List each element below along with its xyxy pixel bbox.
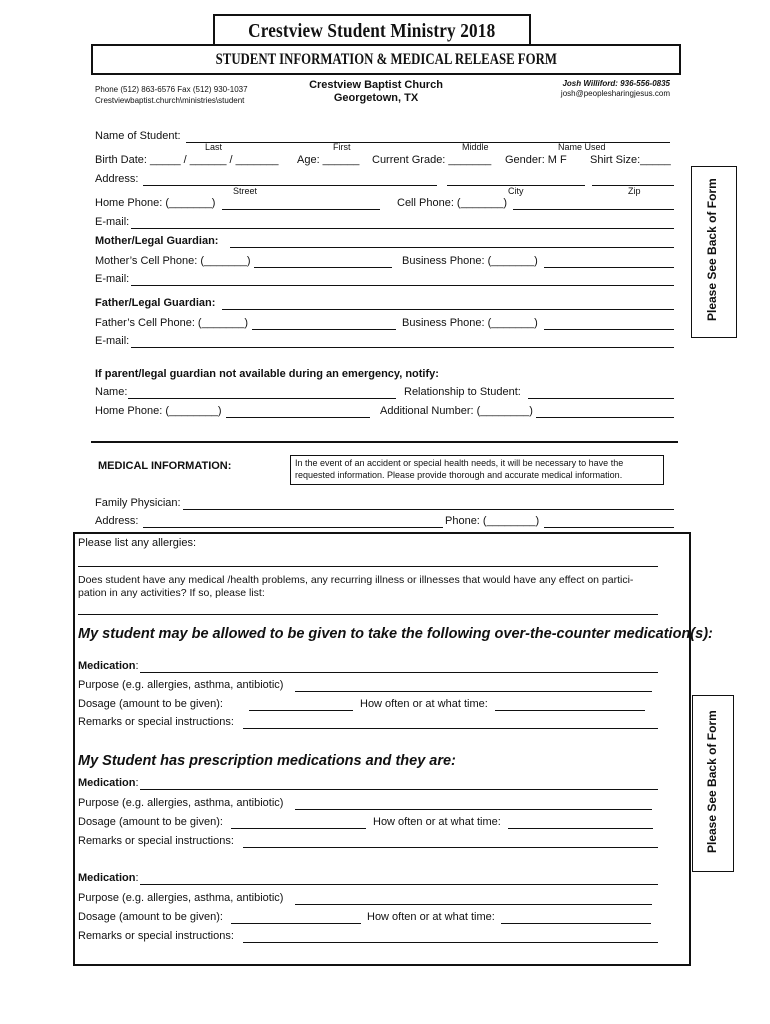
name-sub-middle: Middle <box>462 142 489 152</box>
father-name-field[interactable] <box>222 297 674 310</box>
contact-name: Josh Williford: 936-556-0835 <box>562 79 670 88</box>
rx2-remarks-field[interactable] <box>243 930 658 943</box>
medical-heading: MEDICAL INFORMATION: <box>98 460 232 472</box>
student-email-label: E-mail: <box>95 216 130 228</box>
rx2-medication-label: Medication: <box>78 872 139 884</box>
medical-note <box>290 455 664 485</box>
otc-medication-label: Medication: <box>78 660 139 672</box>
rx1-medication-label: Medication: <box>78 777 139 789</box>
rx1-remarks-field[interactable] <box>243 835 658 848</box>
physician-address-field[interactable] <box>143 515 443 528</box>
father-email-field[interactable] <box>131 335 674 348</box>
rx1-medication-label-text: Medication <box>78 777 136 789</box>
address-label: Address: <box>95 173 139 185</box>
form-title: Crestview Student Ministry 2018 <box>248 19 496 42</box>
physician-phone-label: Phone: (________) <box>445 515 540 527</box>
mother-business-field[interactable] <box>544 255 674 268</box>
student-name-label: Name of Student: <box>95 130 181 142</box>
medical-note-text: In the event of an accident or special health needs, it will be necessary to have the requested information. Please provide thorough and accurate medical information. <box>295 458 624 480</box>
emergency-name-label: Name: <box>95 386 128 398</box>
cell-phone-field[interactable] <box>513 197 674 210</box>
otc-remarks-label: Remarks or special instructions: <box>78 716 234 728</box>
rx2-how-often-field[interactable] <box>501 911 651 924</box>
rx2-dosage-field[interactable] <box>231 911 361 924</box>
mother-email-field[interactable] <box>131 273 674 286</box>
father-business-field[interactable] <box>544 317 674 330</box>
rx2-dosage-label: Dosage (amount to be given): <box>78 911 223 923</box>
rx1-purpose-label: Purpose (e.g. allergies, asthma, antibiotic) <box>78 797 284 809</box>
form-title-box <box>213 14 531 46</box>
otc-purpose-field[interactable] <box>295 679 652 692</box>
physician-label: Family Physician: <box>95 497 181 509</box>
relationship-field[interactable] <box>528 386 674 399</box>
physician-phone-field[interactable] <box>544 515 674 528</box>
otc-dosage-label: Dosage (amount to be given): <box>78 698 223 710</box>
rx1-medication-field[interactable] <box>140 777 658 790</box>
rx2-medication-label-text: Medication <box>78 872 136 884</box>
rx2-medication-field[interactable] <box>140 872 658 885</box>
physician-address-label: Address: <box>95 515 139 527</box>
section-divider <box>91 441 678 443</box>
rx1-purpose-field[interactable] <box>295 797 652 810</box>
name-sub-name-used: Name Used <box>558 142 606 152</box>
health-problems-line2: pation in any activities? If so, please list: <box>78 587 265 599</box>
web-path: Crestviewbaptist.church\ministries\student <box>95 96 245 105</box>
home-phone-label: Home Phone: (_______) <box>95 197 216 209</box>
rx2-purpose-field[interactable] <box>295 892 652 905</box>
phone-fax: Phone (512) 863-6576 Fax (512) 930-1037 <box>95 85 248 94</box>
otc-medication-field[interactable] <box>140 660 658 673</box>
additional-number-field[interactable] <box>536 405 674 418</box>
mother-email-label: E-mail: <box>95 273 130 285</box>
relationship-label: Relationship to Student: <box>404 386 521 398</box>
age-field[interactable]: Age: ______ <box>297 154 360 166</box>
rx2-how-often-label: How often or at what time: <box>367 911 495 923</box>
allergies-field[interactable] <box>78 556 658 567</box>
grade-field[interactable]: Current Grade: _______ <box>372 154 492 166</box>
rx2-remarks-label: Remarks or special instructions: <box>78 930 234 942</box>
student-email-field[interactable] <box>131 216 674 229</box>
side-label-bottom: Please See Back of Form <box>705 710 719 853</box>
birth-date-field[interactable]: Birth Date: _____ / ______ / _______ <box>95 154 279 166</box>
gender-field[interactable]: Gender: M F <box>505 154 567 166</box>
emergency-heading: If parent/legal guardian not available during an emergency, notify: <box>95 368 439 380</box>
additional-number-label: Additional Number: (________) <box>380 405 533 417</box>
otc-dosage-field[interactable] <box>249 698 353 711</box>
rx1-how-often-field[interactable] <box>508 816 653 829</box>
contact-email: josh@peoplesharingjesus.com <box>560 89 670 98</box>
father-cell-field[interactable] <box>252 317 396 330</box>
otc-remarks-field[interactable] <box>243 716 658 729</box>
prescription-heading: My Student has prescription medications and they are: <box>78 753 456 769</box>
father-cell-label: Father’s Cell Phone: (_______) <box>95 317 249 329</box>
shirt-size-field[interactable]: Shirt Size:_____ <box>590 154 671 166</box>
emergency-name-field[interactable] <box>128 386 396 399</box>
home-phone-field[interactable] <box>222 197 380 210</box>
mother-heading: Mother/Legal Guardian: <box>95 235 219 247</box>
city-field[interactable] <box>447 173 585 186</box>
name-sub-last: Last <box>205 142 223 152</box>
form-subtitle-box <box>91 44 681 75</box>
rx1-remarks-label: Remarks or special instructions: <box>78 835 234 847</box>
rx1-dosage-label: Dosage (amount to be given): <box>78 816 223 828</box>
allergies-label: Please list any allergies: <box>78 537 197 549</box>
otc-how-often-field[interactable] <box>495 698 645 711</box>
father-email-label: E-mail: <box>95 335 130 347</box>
otc-how-often-label: How often or at what time: <box>360 698 488 710</box>
health-problems-line1: Does student have any medical /health problems, any recurring illness or illnesses that would have any effect on partici- <box>78 574 634 586</box>
rx1-dosage-field[interactable] <box>231 816 366 829</box>
form-subtitle: STUDENT INFORMATION & MEDICAL RELEASE FORM <box>215 50 557 68</box>
physician-field[interactable] <box>183 497 674 510</box>
name-sub-first: First <box>333 142 351 152</box>
rx2-purpose-label: Purpose (e.g. allergies, asthma, antibiotic) <box>78 892 284 904</box>
cell-phone-label: Cell Phone: (_______) <box>397 197 508 209</box>
mother-cell-field[interactable] <box>254 255 392 268</box>
address-sub-street: Street <box>233 186 258 196</box>
emergency-home-label: Home Phone: (________) <box>95 405 222 417</box>
mother-name-field[interactable] <box>230 235 674 248</box>
emergency-home-field[interactable] <box>226 405 370 418</box>
otc-medication-label-text: Medication <box>78 660 136 672</box>
address-sub-city: City <box>508 186 524 196</box>
street-field[interactable] <box>143 173 437 186</box>
father-heading: Father/Legal Guardian: <box>95 297 216 309</box>
health-problems-field[interactable] <box>78 604 658 615</box>
side-label-top: Please See Back of Form <box>705 178 719 321</box>
mother-cell-label: Mother’s Cell Phone: (_______) <box>95 255 251 267</box>
father-business-label: Business Phone: (_______) <box>402 317 538 329</box>
address-sub-zip: Zip <box>628 186 641 196</box>
otc-heading: My student may be allowed to be given to take the following over-the-counter medication(s): <box>78 626 713 642</box>
mother-business-label: Business Phone: (_______) <box>402 255 538 267</box>
rx1-how-often-label: How often or at what time: <box>373 816 501 828</box>
zip-field[interactable] <box>592 173 674 186</box>
church-city: Georgetown, TX <box>333 92 419 104</box>
otc-purpose-label: Purpose (e.g. allergies, asthma, antibiotic) <box>78 679 284 691</box>
student-name-field[interactable] <box>186 129 670 143</box>
church-name: Crestview Baptist Church <box>309 79 443 91</box>
